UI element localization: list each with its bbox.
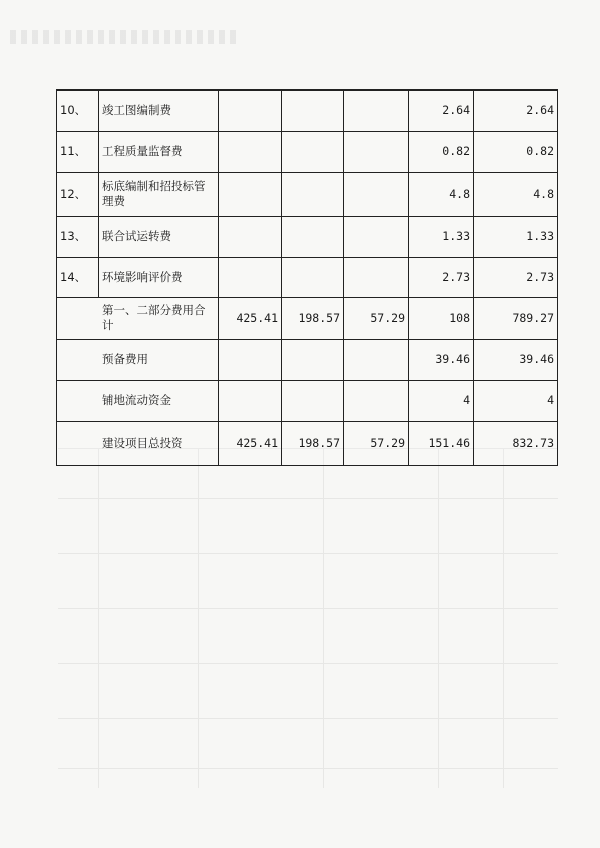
row-name: 第一、二部分费用合计 — [57, 297, 219, 339]
cell-total: 4.8 — [474, 172, 558, 216]
table-row — [57, 172, 558, 216]
cell-equipment-cost — [282, 216, 344, 257]
table-row — [57, 131, 558, 172]
cell-construction-cost: 425.41 — [219, 421, 282, 465]
row-index: 14、 — [57, 257, 99, 297]
cell-other-cost: 108 — [409, 297, 474, 339]
cost-table-wrapper — [56, 89, 557, 466]
cell-equipment-cost — [282, 339, 344, 380]
cell-construction-cost — [219, 380, 282, 421]
cell-construction-cost — [219, 131, 282, 172]
cell-other-cost: 0.82 — [409, 131, 474, 172]
cell-other-cost: 4.8 — [409, 172, 474, 216]
cell-equipment-cost — [282, 257, 344, 297]
cell-installation-cost — [344, 339, 409, 380]
cell-installation-cost: 57.29 — [344, 421, 409, 465]
scan-noise — [10, 30, 240, 44]
row-name: 环境影响评价费 — [99, 257, 219, 297]
cell-other-cost: 2.64 — [409, 90, 474, 131]
cell-other-cost: 2.73 — [409, 257, 474, 297]
investment-cost-table — [56, 89, 558, 466]
cell-total: 2.64 — [474, 90, 558, 131]
cell-total: 0.82 — [474, 131, 558, 172]
cell-equipment-cost — [282, 131, 344, 172]
cell-equipment-cost: 198.57 — [282, 297, 344, 339]
cell-construction-cost — [219, 339, 282, 380]
cell-other-cost: 4 — [409, 380, 474, 421]
cell-other-cost: 39.46 — [409, 339, 474, 380]
cell-equipment-cost — [282, 90, 344, 131]
row-name: 竣工图编制费 — [99, 90, 219, 131]
table-row — [57, 90, 558, 131]
cell-other-cost: 151.46 — [409, 421, 474, 465]
row-index: 10、 — [57, 90, 99, 131]
cell-construction-cost — [219, 90, 282, 131]
cell-total: 2.73 — [474, 257, 558, 297]
cell-other-cost: 1.33 — [409, 216, 474, 257]
row-name: 预备费用 — [57, 339, 219, 380]
cell-installation-cost — [344, 216, 409, 257]
row-name: 标底编制和招投标管理费 — [99, 172, 219, 216]
cost-table-body — [57, 90, 558, 465]
cell-installation-cost — [344, 257, 409, 297]
cell-construction-cost: 425.41 — [219, 297, 282, 339]
cell-total: 789.27 — [474, 297, 558, 339]
table-row — [57, 257, 558, 297]
table-row — [57, 216, 558, 257]
table-row — [57, 421, 558, 465]
row-index: 13、 — [57, 216, 99, 257]
row-name: 工程质量监督费 — [99, 131, 219, 172]
cell-total: 832.73 — [474, 421, 558, 465]
cell-total: 4 — [474, 380, 558, 421]
row-index: 11、 — [57, 131, 99, 172]
cell-construction-cost — [219, 172, 282, 216]
cell-total: 1.33 — [474, 216, 558, 257]
cell-installation-cost — [344, 90, 409, 131]
cell-construction-cost — [219, 216, 282, 257]
table-row — [57, 297, 558, 339]
cell-construction-cost — [219, 257, 282, 297]
row-name: 联合试运转费 — [99, 216, 219, 257]
cell-equipment-cost — [282, 380, 344, 421]
cell-installation-cost: 57.29 — [344, 297, 409, 339]
table-row — [57, 380, 558, 421]
cell-installation-cost — [344, 172, 409, 216]
table-row — [57, 339, 558, 380]
cell-total: 39.46 — [474, 339, 558, 380]
cell-installation-cost — [344, 380, 409, 421]
cell-equipment-cost: 198.57 — [282, 421, 344, 465]
row-name: 铺地流动资金 — [57, 380, 219, 421]
row-name: 建设项目总投资 — [57, 421, 219, 465]
cell-installation-cost — [344, 131, 409, 172]
row-index: 12、 — [57, 172, 99, 216]
cell-equipment-cost — [282, 172, 344, 216]
